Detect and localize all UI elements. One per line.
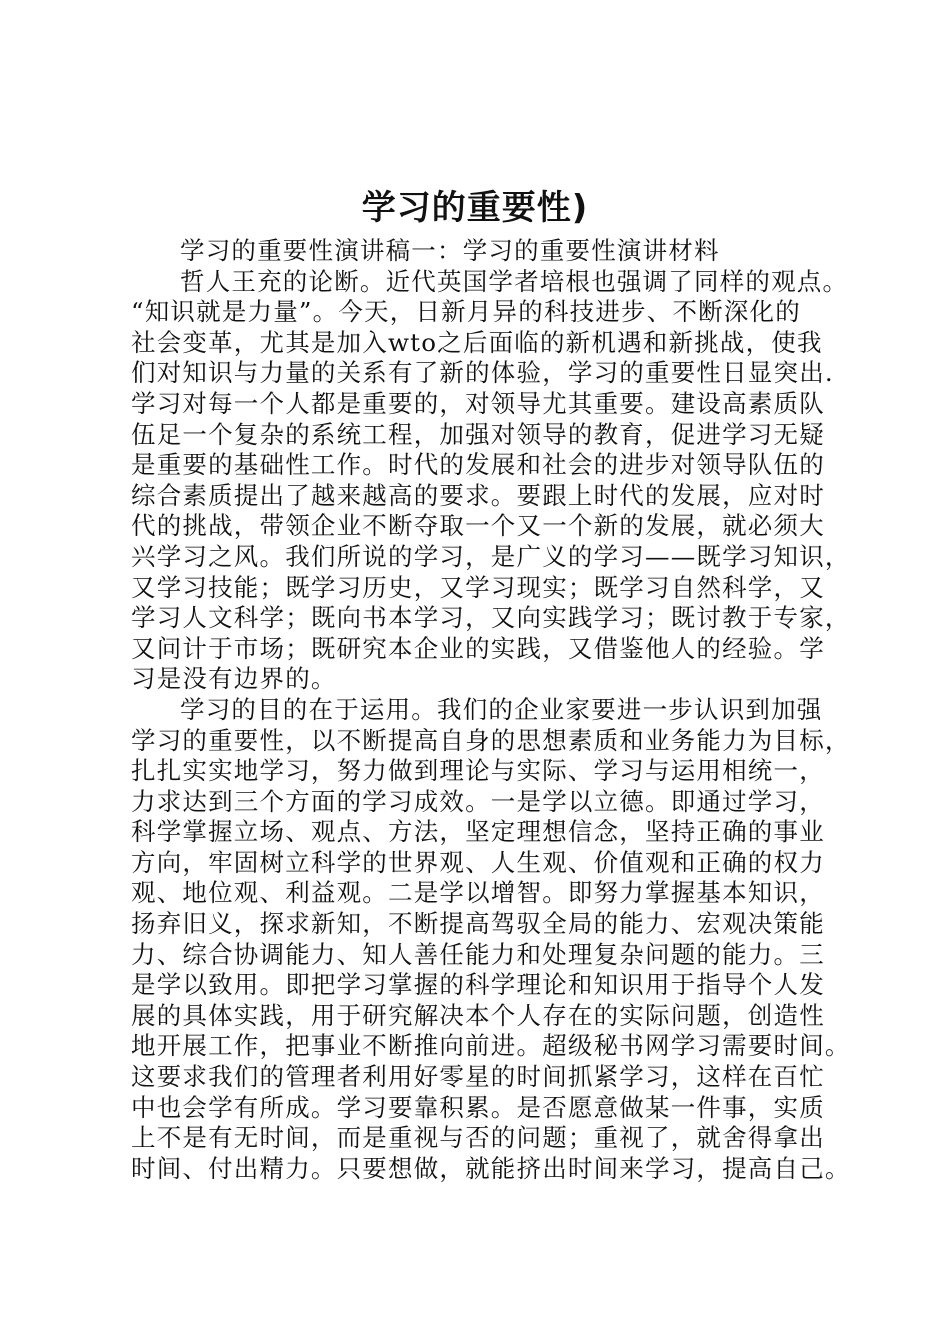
text-line: 是重要的基础性工作。时代的发展和社会的进步对领导队伍的 bbox=[131, 450, 825, 480]
text-line: 学习对每一个人都是重要的，对领导尤其重要。建设高素质队 bbox=[131, 388, 825, 418]
text-line: 中也会学有所成。学习要靠积累。是否愿意做某一件事，实质 bbox=[131, 1092, 825, 1122]
text-line: 上不是有无时间，而是重视与否的问题；重视了，就舍得拿出 bbox=[131, 1123, 825, 1153]
text-line: 社会变革，尤其是加入wto之后面临的新机遇和新挑战，使我 bbox=[131, 327, 823, 357]
text-line: 力求达到三个方面的学习成效。一是学以立德。即通过学习， bbox=[131, 786, 825, 816]
text-line: 们对知识与力量的关系有了新的体验，学习的重要性日显突出. bbox=[131, 358, 834, 388]
text-line: 伍足一个复杂的系统工程，加强对领导的教育，促进学习无疑 bbox=[131, 419, 825, 449]
text-line: 扎扎实实地学习，努力做到理论与实际、学习与运用相统一， bbox=[131, 756, 825, 786]
text-line: 代的挑战，带领企业不断夺取一个又一个新的发展，就必须大 bbox=[131, 511, 825, 541]
document-body bbox=[131, 236, 849, 1184]
text-line: 学习人文科学；既向书本学习，又向实践学习；既讨教于专家， bbox=[131, 603, 851, 633]
text-line: 时间、付出精力。只要想做，就能挤出时间来学习，提高自己。 bbox=[131, 1153, 851, 1183]
text-line: 哲人王充的论断。近代英国学者培根也强调了同样的观点。 bbox=[180, 266, 849, 296]
text-line: 学习的重要性演讲稿一：学习的重要性演讲材料 bbox=[180, 236, 720, 265]
text-line: 习是没有边界的。 bbox=[131, 664, 337, 694]
text-line: 学习的重要性，以不断提高自身的思想素质和业务能力为目标， bbox=[131, 725, 851, 755]
text-line: “知识就是力量”。今天，日新月异的科技进步、不断深化的 bbox=[131, 297, 801, 327]
text-line: 学习的目的在于运用。我们的企业家要进一步认识到加强 bbox=[180, 694, 823, 724]
document-title: 学习的重要性) bbox=[361, 188, 589, 228]
text-line: 这要求我们的管理者利用好零星的时间抓紧学习，这样在百忙 bbox=[131, 1062, 825, 1092]
text-line: 方向，牢固树立科学的世界观、人生观、价值观和正确的权力 bbox=[131, 847, 825, 877]
text-line: 综合素质提出了越来越高的要求。要跟上时代的发展，应对时 bbox=[131, 480, 825, 510]
text-line: 科学掌握立场、观点、方法，坚定理想信念，坚持正确的事业 bbox=[131, 817, 825, 847]
text-line: 展的具体实践，用于研究解决本个人存在的实际问题，创造性 bbox=[131, 1000, 825, 1030]
text-line: 又学习技能；既学习历史，又学习现实；既学习自然科学，又 bbox=[131, 572, 825, 602]
text-line: 扬弃旧义，探求新知，不断提高驾驭全局的能力、宏观决策能 bbox=[131, 909, 825, 939]
text-line: 兴学习之风。我们所说的学习，是广义的学习——既学习知识， bbox=[131, 541, 851, 571]
text-line: 地开展工作，把事业不断推向前进。超级秘书网学习需要时间。 bbox=[131, 1031, 851, 1061]
text-line: 又问计于市场；既研究本企业的实践，又借鉴他人的经验。学 bbox=[131, 633, 825, 663]
text-line: 是学以致用。即把学习掌握的科学理论和知识用于指导个人发 bbox=[131, 970, 825, 1000]
text-line: 观、地位观、利益观。二是学以增智。即努力掌握基本知识， bbox=[131, 878, 825, 908]
text-line: 力、综合协调能力、知人善任能力和处理复杂问题的能力。三 bbox=[131, 939, 825, 969]
